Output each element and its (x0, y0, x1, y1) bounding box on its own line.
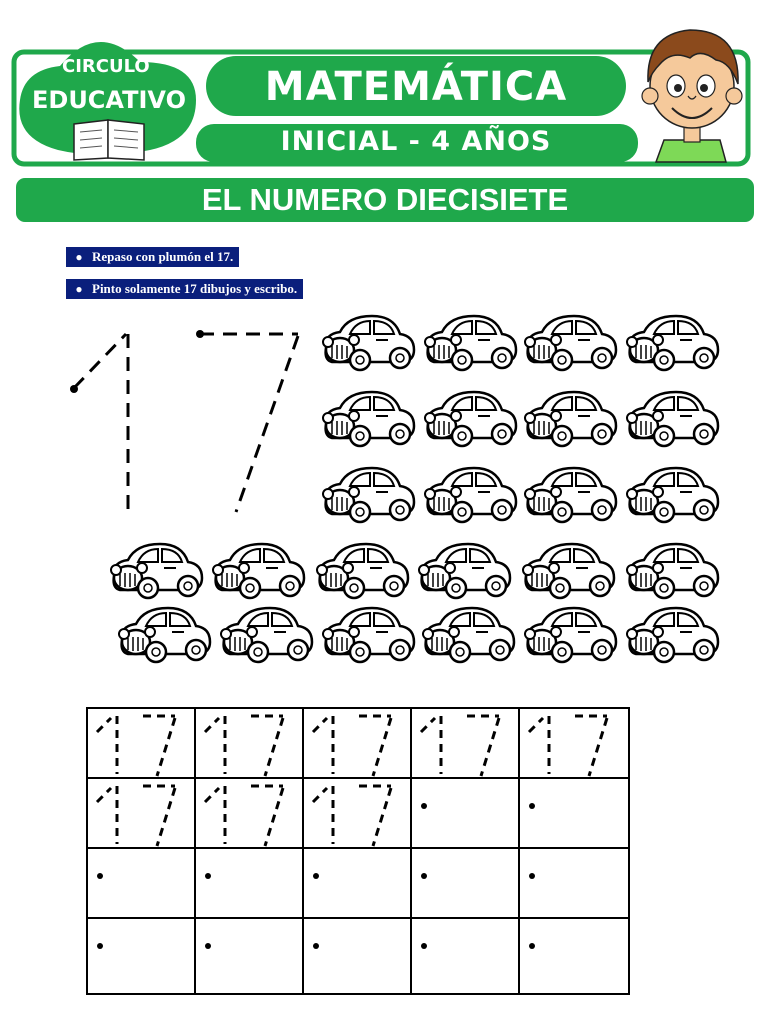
car-icon[interactable] (425, 316, 516, 370)
practice-grid[interactable] (86, 707, 631, 997)
car-icon[interactable] (317, 544, 408, 598)
grid-cell[interactable] (519, 708, 629, 778)
start-dot (313, 943, 319, 949)
car-icon[interactable] (627, 544, 718, 598)
grid-cell[interactable] (87, 708, 195, 778)
grid-cell[interactable] (519, 848, 629, 918)
grid-cell[interactable] (411, 778, 519, 848)
page-subtitle: INICIAL - 4 AÑOS (280, 126, 552, 157)
car-icon[interactable] (525, 392, 616, 446)
grid-cell[interactable] (303, 708, 411, 778)
start-dot (205, 873, 211, 879)
start-dot (421, 873, 427, 879)
start-dot (421, 943, 427, 949)
grid-cell[interactable] (519, 918, 629, 994)
grid-cell[interactable] (87, 778, 195, 848)
car-icon[interactable] (111, 544, 202, 598)
car-icon[interactable] (119, 608, 210, 662)
instruction-text: Repaso con plumón el 17. (92, 249, 234, 264)
logo-top-text: CIRCULO (62, 56, 150, 77)
start-dot (529, 943, 535, 949)
grid-cell[interactable] (303, 848, 411, 918)
grid-cell[interactable] (195, 778, 303, 848)
car-icon[interactable] (525, 316, 616, 370)
bullet-icon: ● (75, 250, 83, 264)
start-dot (97, 873, 103, 879)
car-icon[interactable] (419, 544, 510, 598)
grid-cell[interactable] (303, 918, 411, 994)
start-dot (205, 943, 211, 949)
car-icon[interactable] (425, 468, 516, 522)
car-icon[interactable] (323, 608, 414, 662)
car-icon[interactable] (213, 544, 304, 598)
car-icon[interactable] (323, 392, 414, 446)
car-icon[interactable] (627, 468, 718, 522)
car-icon[interactable] (525, 608, 616, 662)
grid-cell[interactable] (87, 848, 195, 918)
car-icon[interactable] (627, 316, 718, 370)
car-icon[interactable] (221, 608, 312, 662)
page-title: MATEMÁTICA (264, 64, 568, 110)
start-dot (529, 803, 535, 809)
grid-cell[interactable] (87, 918, 195, 994)
grid-cell[interactable] (411, 848, 519, 918)
car-icon[interactable] (525, 468, 616, 522)
grid-cell[interactable] (195, 848, 303, 918)
instruction-text: Pinto solamente 17 dibujos y escribo. (92, 281, 298, 296)
car-icon[interactable] (425, 392, 516, 446)
car-icon[interactable] (627, 392, 718, 446)
start-dot (529, 873, 535, 879)
start-dot (421, 803, 427, 809)
car-icon[interactable] (423, 608, 514, 662)
grid-cell[interactable] (195, 918, 303, 994)
grid-cell[interactable] (519, 778, 629, 848)
bullet-icon: ● (75, 282, 83, 296)
car-icon[interactable] (323, 316, 414, 370)
grid-cell[interactable] (411, 708, 519, 778)
start-dot (313, 873, 319, 879)
logo-bottom-text: EDUCATIVO (32, 86, 186, 114)
grid-cell[interactable] (411, 918, 519, 994)
grid-cell[interactable] (195, 708, 303, 778)
start-dot (97, 943, 103, 949)
car-icon[interactable] (323, 468, 414, 522)
topic-banner: EL NUMERO DIECISIETE (16, 178, 754, 222)
car-icon[interactable] (523, 544, 614, 598)
grid-cell[interactable] (303, 778, 411, 848)
car-icon[interactable] (627, 608, 718, 662)
